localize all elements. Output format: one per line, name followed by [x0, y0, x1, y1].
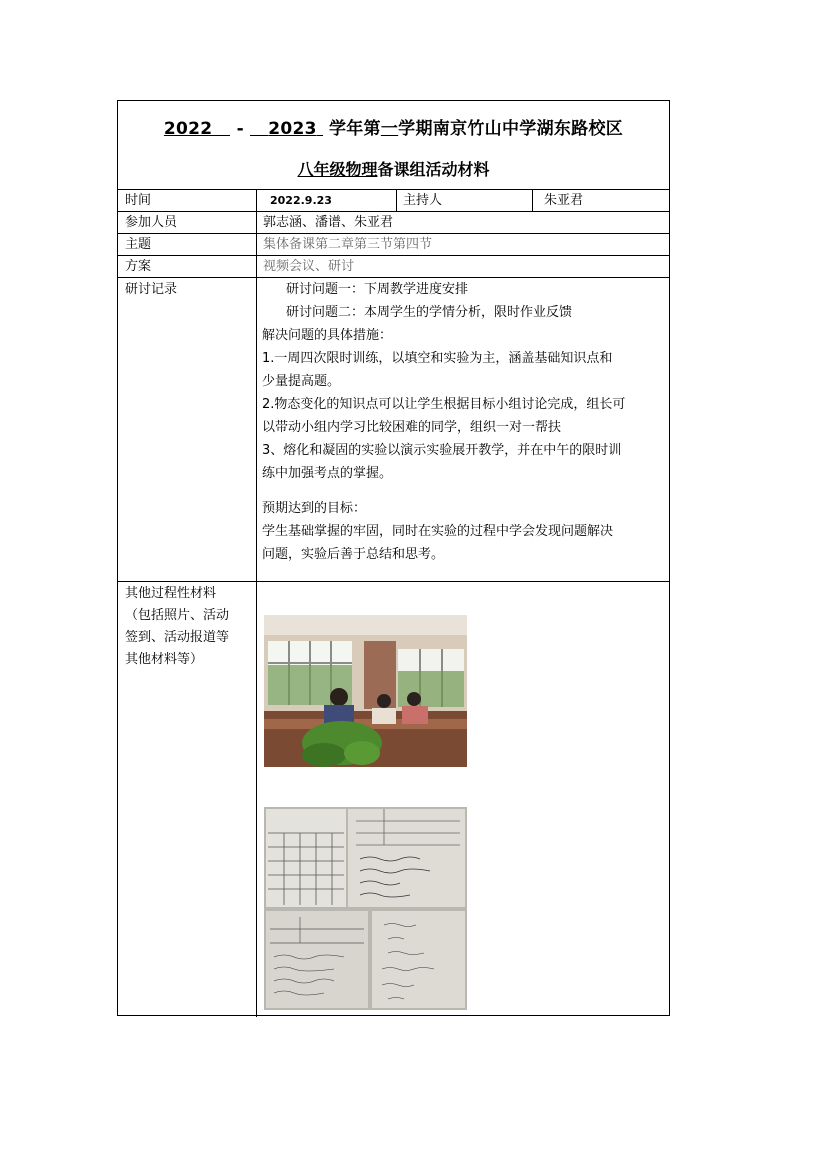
plan-value: 视频会议、研讨 [263, 259, 355, 274]
record-line: 1.一周四次限时训练，以填空和实验为主，涵盖基础知识点和 [262, 351, 613, 366]
term-value: 一 [380, 119, 399, 139]
other-label-line: 其他材料等） [125, 652, 204, 667]
topic-label: 主题 [125, 237, 152, 252]
row-topic [118, 233, 669, 256]
time-value: 2022.9.23 [270, 194, 332, 207]
record-line: 解决问题的具体措施： [262, 328, 393, 343]
record-line: 研讨问题二：本周学生的学情分析，限时作业反馈 [286, 305, 573, 320]
record-line: 3、熔化和凝固的实验以演示实验展开教学，并在中午的限时训 [262, 443, 622, 458]
other-label-line: （包括照片、活动 [125, 608, 230, 623]
topic-value: 集体备课第二章第三节第四节 [263, 237, 433, 252]
host-value: 朱亚君 [544, 193, 584, 208]
record-line: 练中加强考点的掌握。 [262, 466, 393, 481]
record-line: 预期达到的目标： [262, 501, 367, 516]
record-label: 研讨记录 [125, 282, 178, 297]
row-time [118, 189, 669, 212]
row-other-materials [118, 581, 669, 1017]
host-label: 主持人 [403, 193, 443, 208]
doc-title-line1 [118, 114, 669, 139]
record-line: 以带动小组内学习比较困难的同学，组织一对一帮扶 [262, 420, 562, 435]
year-end: 2023 [268, 119, 317, 139]
row-members [118, 211, 669, 234]
title-mid: 学年第 [328, 119, 381, 139]
doc-title-line2 [118, 157, 669, 180]
record-content [262, 278, 663, 566]
row-plan [118, 255, 669, 278]
year-dash: - [236, 119, 244, 139]
plan-label: 方案 [125, 259, 152, 274]
record-line: 学生基础掌握的牢固，同时在实验的过程中学会发现问题解决 [262, 524, 614, 539]
other-label-line: 签到、活动报道等 [125, 630, 230, 645]
record-line: 研讨问题一：下周教学进度安排 [286, 282, 469, 297]
time-label: 时间 [125, 193, 152, 208]
members-value: 郭志涵、潘谱、朱亚君 [263, 215, 394, 230]
grade-subject: 八年级物理 [297, 160, 378, 179]
members-label: 参加人员 [125, 215, 178, 230]
title-rest: 学期南京竹山中学湖东路校区 [398, 119, 624, 139]
record-line: 少量提高题。 [262, 374, 341, 389]
year-start: 2022 [163, 119, 213, 139]
document-table [117, 100, 670, 1016]
other-label-line: 其他过程性材料 [125, 586, 217, 601]
title-line2-rest: 备课组活动材料 [377, 160, 490, 179]
meeting-photo [264, 615, 467, 767]
row-record [118, 277, 669, 582]
record-line: 2.物态变化的知识点可以让学生根据目标小组讨论完成，组长可 [262, 397, 626, 412]
record-line: 问题，实验后善于总结和思考。 [262, 547, 445, 562]
other-label [118, 582, 256, 1017]
sign-in-sheets-photo [264, 807, 467, 1010]
